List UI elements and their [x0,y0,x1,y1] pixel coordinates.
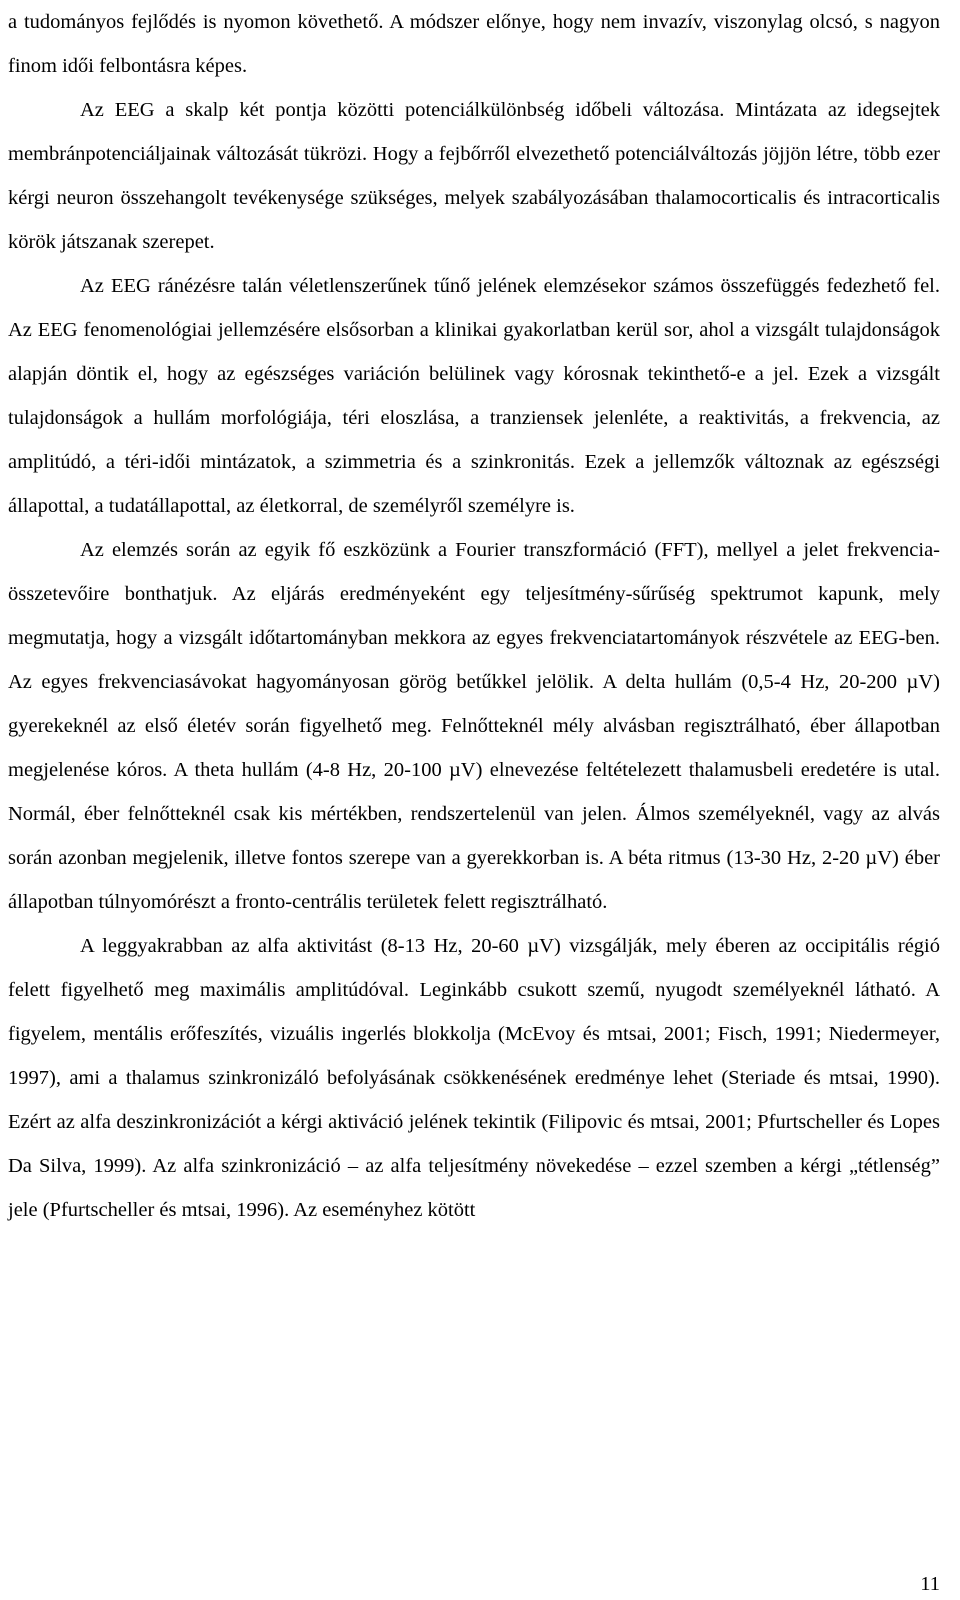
paragraph-3: Az EEG ránézésre talán véletlenszerűnek tűnő jelének elemzésekor számos összefüggés fedezhető fel. Az EEG fenomenológiai jellemzésére elsősorban a klinikai gyakorlatban kerül sor, ahol a vizsgált tulajdonságok alapján döntik el, hogy az egészséges variáción belülinek vagy kórosnak tekinthető-e a jel. Ezek a vizsgált tulajdonságok a hullám morfológiája, téri eloszlása, a tranziensek jelenléte, a reaktivitás, a frekvencia, az amplitúdó, a téri-idői mintázatok, a szimmetria és a szinkronitás. Ezek a jellemzők változnak az egészségi állapottal, a tudatállapottal, az életkorral, de személyről személyre is. [8,275,940,517]
page-number: 11 [920,1573,940,1595]
paragraph-4: Az elemzés során az egyik fő eszközünk a Fourier transzformáció (FFT), mellyel a jelet frekvencia-összetevőire bonthatjuk. Az eljárás eredményeként egy teljesítmény-sűrűség spektrumot kapunk, mely megmutatja, hogy a vizsgált időtartományban mekkora az egyes frekvenciatartományok részvétele az EEG-ben. Az egyes frekvenciasávokat hagyományosan görög betűkkel jelölik. A delta hullám (0,5-4 Hz, 20-200 µV) gyerekeknél az első életév során figyelhető meg. Felnőtteknél mély alvásban regisztrálható, éber állapotban megjelenése kóros. A theta hullám (4-8 Hz, 20-100 µV) elnevezése feltételezett thalamusbeli eredetére is utal. Normál, éber felnőtteknél csak kis mértékben, rendszertelenül van jelen. Álmos személyeknél, vagy az alvás során azonban megjelenik, illetve fontos szerepe van a gyerekkorban is. A béta ritmus (13-30 Hz, 2-20 µV) éber állapotban túlnyomórészt a fronto-centrális területek felett regisztrálható. [8,539,940,913]
document-page [8,0,940,1232]
paragraph-1: a tudományos fejlődés is nyomon követhető. A módszer előnye, hogy nem invazív, viszonylag olcsó, s nagyon finom idői felbontásra képes. [8,11,940,77]
paragraph-2: Az EEG a skalp két pontja közötti potenciálkülönbség időbeli változása. Mintázata az idegsejtek membránpotenciáljainak változását tükrözi. Hogy a fejbőrről elvezethető potenciálváltozás jöjjön létre, több ezer kérgi neuron összehangolt tevékenysége szükséges, melyek szabályozásában thalamocorticalis és intracorticalis körök játszanak szerepet. [8,99,940,253]
paragraph-5: A leggyakrabban az alfa aktivitást (8-13 Hz, 20-60 µV) vizsgálják, mely éberen az occipitális régió felett figyelhető meg maximális amplitúdóval. Leginkább csukott szemű, nyugodt személyeknél látható. A figyelem, mentális erőfeszítés, vizuális ingerlés blokkolja (McEvoy és mtsai, 2001; Fisch, 1991; Niedermeyer, 1997), ami a thalamus szinkronizáló befolyásának csökkenésének eredménye lehet (Steriade és mtsai, 1990). Ezért az alfa deszinkronizációt a kérgi aktiváció jelének tekintik (Filipovic és mtsai, 2001; Pfurtscheller és Lopes Da Silva, 1999). Az alfa szinkronizáció – az alfa teljesítmény növekedése – ezzel szemben a kérgi „tétlenség” jele (Pfurtscheller és mtsai, 1996). Az eseményhez kötött [8,935,940,1221]
